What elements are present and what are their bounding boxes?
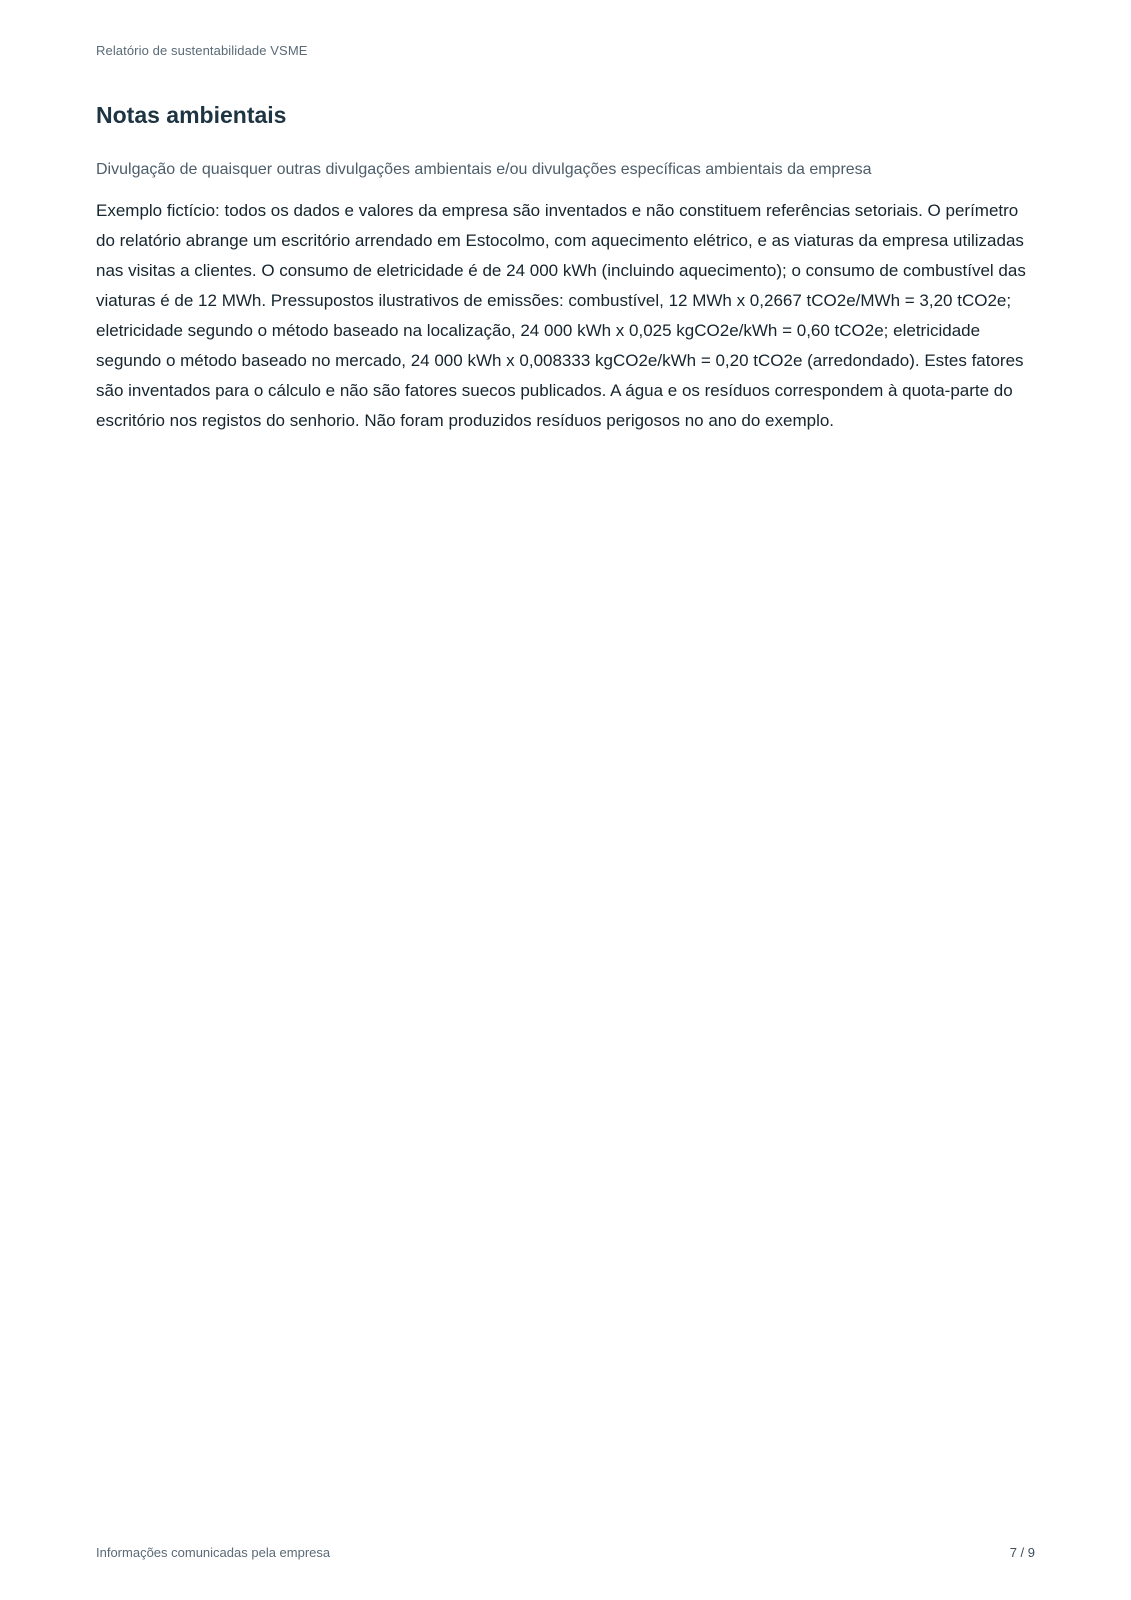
page-number: 7 / 9 bbox=[1009, 1545, 1035, 1560]
section-body-text: Exemplo fictício: todos os dados e valores da empresa são inventados e não constituem referências setoriais. O perímetro do relatório abrange um escritório arrendado em Estocolmo, com aquecimento elétrico, e as viaturas da empresa utilizadas nas visitas a clientes. O consumo de eletricidade é de 24 000 kWh (incluindo aquecimento); o consumo de combustível das viaturas é de 12 MWh. Pressupostos ilustrativos de emissões: combustível, 12 MWh x 0,2667 tCO2e/MWh = 3,20 tCO2e; eletricidade segundo o método baseado na localização, 24 000 kWh x 0,025 kgCO2e/kWh = 0,60 tCO2e; eletricidade segundo o método baseado no mercado, 24 000 kWh x 0,008333 kgCO2e/kWh = 0,20 tCO2e (arredondado). Estes fatores são inventados para o cálculo e não são fatores suecos publicados. A água e os resíduos correspondem à quota-parte do escritório nos registos do senhorio. Não foram produzidos resíduos perigosos no ano do exemplo. bbox=[96, 201, 1026, 430]
section-title: Notas ambientais bbox=[96, 102, 287, 128]
running-footer: Informações comunicadas pela empresa bbox=[96, 1545, 331, 1560]
running-header: Relatório de sustentabilidade VSME bbox=[96, 43, 308, 58]
section-subtitle: Divulgação de quaisquer outras divulgações ambientais e/ou divulgações específicas ambientais da empresa bbox=[96, 161, 872, 178]
